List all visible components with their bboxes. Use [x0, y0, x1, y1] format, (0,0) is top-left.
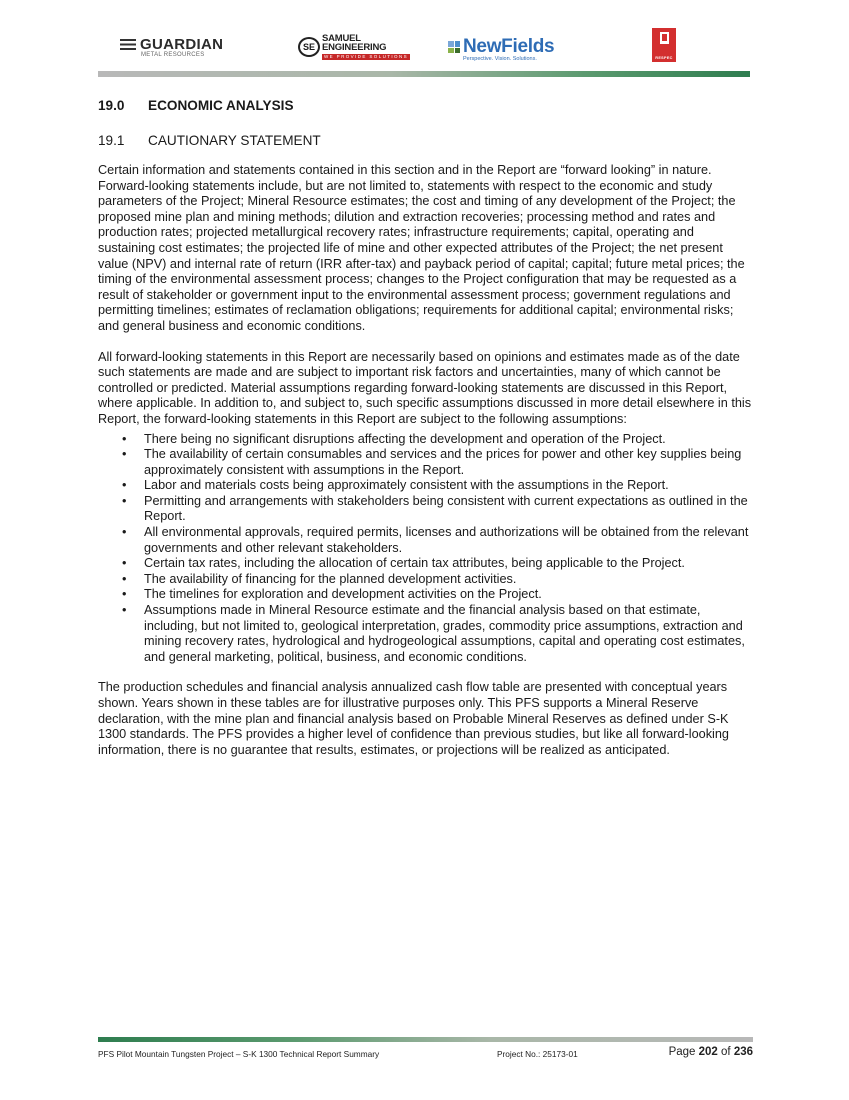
newfields-tagline: Perspective. Vision. Solutions.: [463, 56, 537, 62]
list-item: [98, 478, 753, 494]
footer-divider: [98, 1037, 753, 1042]
newfields-logo-text: NewFields: [463, 36, 555, 57]
page-current: 202: [698, 1046, 718, 1058]
paragraph: Certain information and statements contained in this section and in the Report are “forward looking” in nature. Forward-looking statements include, but are not limited to, statements with respect to the economic and study parameters of the Project; Mineral Resource estimates; the cost and timing of any development of the Project; the proposed mine plan and mining methods; dilution and extraction recoveries; processing method and rates and production rates; projected metallurgical recovery rates; infrastructure requirements; capital, operating and sustaining cost estimates; the projected life of mine and other expected attributes of the Project; the net present value (NPV) and internal rate of return (IRR after-tax) and payback period of capital; capital; future metal prices; the timing of the environmental assessment process; changes to the Project configuration that may be requested as a result of stakeholder or government input to the environmental assessment process; government regulations and permitting timelines; estimates of reclamation obligations; requirements for additional capital; environmental risks; and general business and economic conditions.: [98, 163, 745, 333]
page-header: [98, 24, 750, 70]
page-number: [669, 1046, 753, 1058]
list-item: [98, 556, 753, 572]
guardian-logo-subtext: METAL RESOURCES: [141, 52, 205, 58]
list-item-text: Labor and materials costs being approximately consistent with the assumptions in the Report.: [144, 478, 669, 493]
subsection-number: 19.1: [98, 133, 125, 148]
bullet-icon: •: [122, 525, 127, 540]
subsection-heading: [98, 133, 753, 149]
samuel-tagline: WE PROVIDE SOLUTIONS: [323, 54, 408, 59]
assumptions-list: [98, 432, 753, 666]
bullet-icon: •: [122, 603, 127, 618]
bullet-icon: •: [122, 556, 127, 571]
list-item-text: All environmental approvals, required permits, licenses and authorizations will be obtained from the relevant governments and other relevant stakeholders.: [144, 525, 749, 555]
guardian-logo: [120, 36, 223, 58]
list-item-text: Certain tax rates, including the allocation of certain tax attributes, being applicable to the Project.: [144, 556, 685, 571]
samuel-engineering-logo: [298, 34, 410, 60]
list-item: [98, 603, 753, 665]
list-item: [98, 572, 753, 588]
respec-logo-text: RESPEC: [655, 56, 673, 60]
page-label: Page: [668, 1046, 696, 1058]
page-footer: [98, 1046, 753, 1062]
newfields-mark-icon: [448, 41, 460, 53]
guardian-logo-text: GUARDIAN: [140, 36, 224, 53]
section-title: ECONOMIC ANALYSIS: [148, 98, 294, 113]
respec-mark-icon: [660, 32, 669, 44]
bullet-icon: •: [122, 587, 127, 602]
list-item: [98, 587, 753, 603]
section-number: 19.0: [98, 98, 125, 113]
list-item: [98, 432, 753, 448]
header-divider: [98, 71, 750, 77]
bullet-icon: •: [122, 478, 127, 493]
samuel-logo-line1: SAMUEL: [322, 33, 361, 44]
samuel-badge-icon: SE: [298, 37, 320, 57]
subsection-title: CAUTIONARY STATEMENT: [148, 133, 321, 148]
guardian-mark-icon: [120, 39, 136, 50]
list-item-text: There being no significant disruptions affecting the development and operation of the Project.: [144, 431, 666, 446]
page-total: 236: [733, 1046, 753, 1058]
paragraph: All forward-looking statements in this Report are necessarily based on opinions and estimates made as of the date such statements are made and are subject to important risk factors and uncertainties, many of which cannot be controlled or predicted. Material assumptions regarding forward-looking statements are discussed in this Report, where applicable. In addition to, and subject to, such specific assumptions discussed in more detail elsewhere in this Report, the forward-looking statements in this Report are subject to the following assumptions:: [98, 349, 752, 426]
list-item: [98, 525, 753, 556]
list-item-text: The availability of certain consumables and services and the prices for power and other key supplies being approximately consistent with assumptions in the Report.: [144, 447, 742, 477]
footer-report-title: PFS Pilot Mountain Tungsten Project – S-K 1300 Technical Report Summary: [98, 1049, 380, 1059]
list-item-text: Assumptions made in Mineral Resource estimate and the financial analysis based on that estimate, including, but not limited to, geological interpretation, grades, commodity price assumptions, extraction and mining recovery rates, hydrological and hydrogeological assumptions, capital and operating cost estimates, and general marketing, political, business, and economic conditions.: [144, 603, 745, 664]
respec-logo: [652, 28, 676, 62]
closing-paragraph: The production schedules and financial analysis annualized cash flow table are presented with conceptual years shown. Years shown in these tables are for illustrative purposes only. This PFS supports a Mineral Reserve declaration, with the mine plan and financial analysis based on Probable Mineral Reserves as defined under S-K 1300 standards. The PFS provides a higher level of confidence than previous studies, but like all forward-looking information, there is no guarantee that results, estimates, or projections will be realized as anticipated.: [98, 680, 729, 757]
bullet-icon: •: [122, 571, 127, 586]
list-item-text: Permitting and arrangements with stakeholders being consistent with current expectations as outlined in the Report.: [144, 493, 748, 524]
bullet-icon: •: [122, 447, 127, 462]
list-item: [98, 494, 753, 525]
footer-project-number: Project No.: 25173-01: [497, 1049, 578, 1059]
document-body: [98, 92, 753, 758]
page-of-label: of: [721, 1046, 731, 1058]
bullet-icon: •: [122, 493, 127, 508]
list-item: [98, 447, 753, 478]
list-item-text: The timelines for exploration and development activities on the Project.: [144, 587, 542, 602]
bullet-icon: •: [122, 431, 127, 446]
section-heading: [98, 98, 753, 114]
newfields-logo: [448, 36, 554, 62]
samuel-logo-line2: ENGINEERING: [322, 42, 387, 53]
list-item-text: The availability of financing for the planned development activities.: [144, 571, 517, 586]
